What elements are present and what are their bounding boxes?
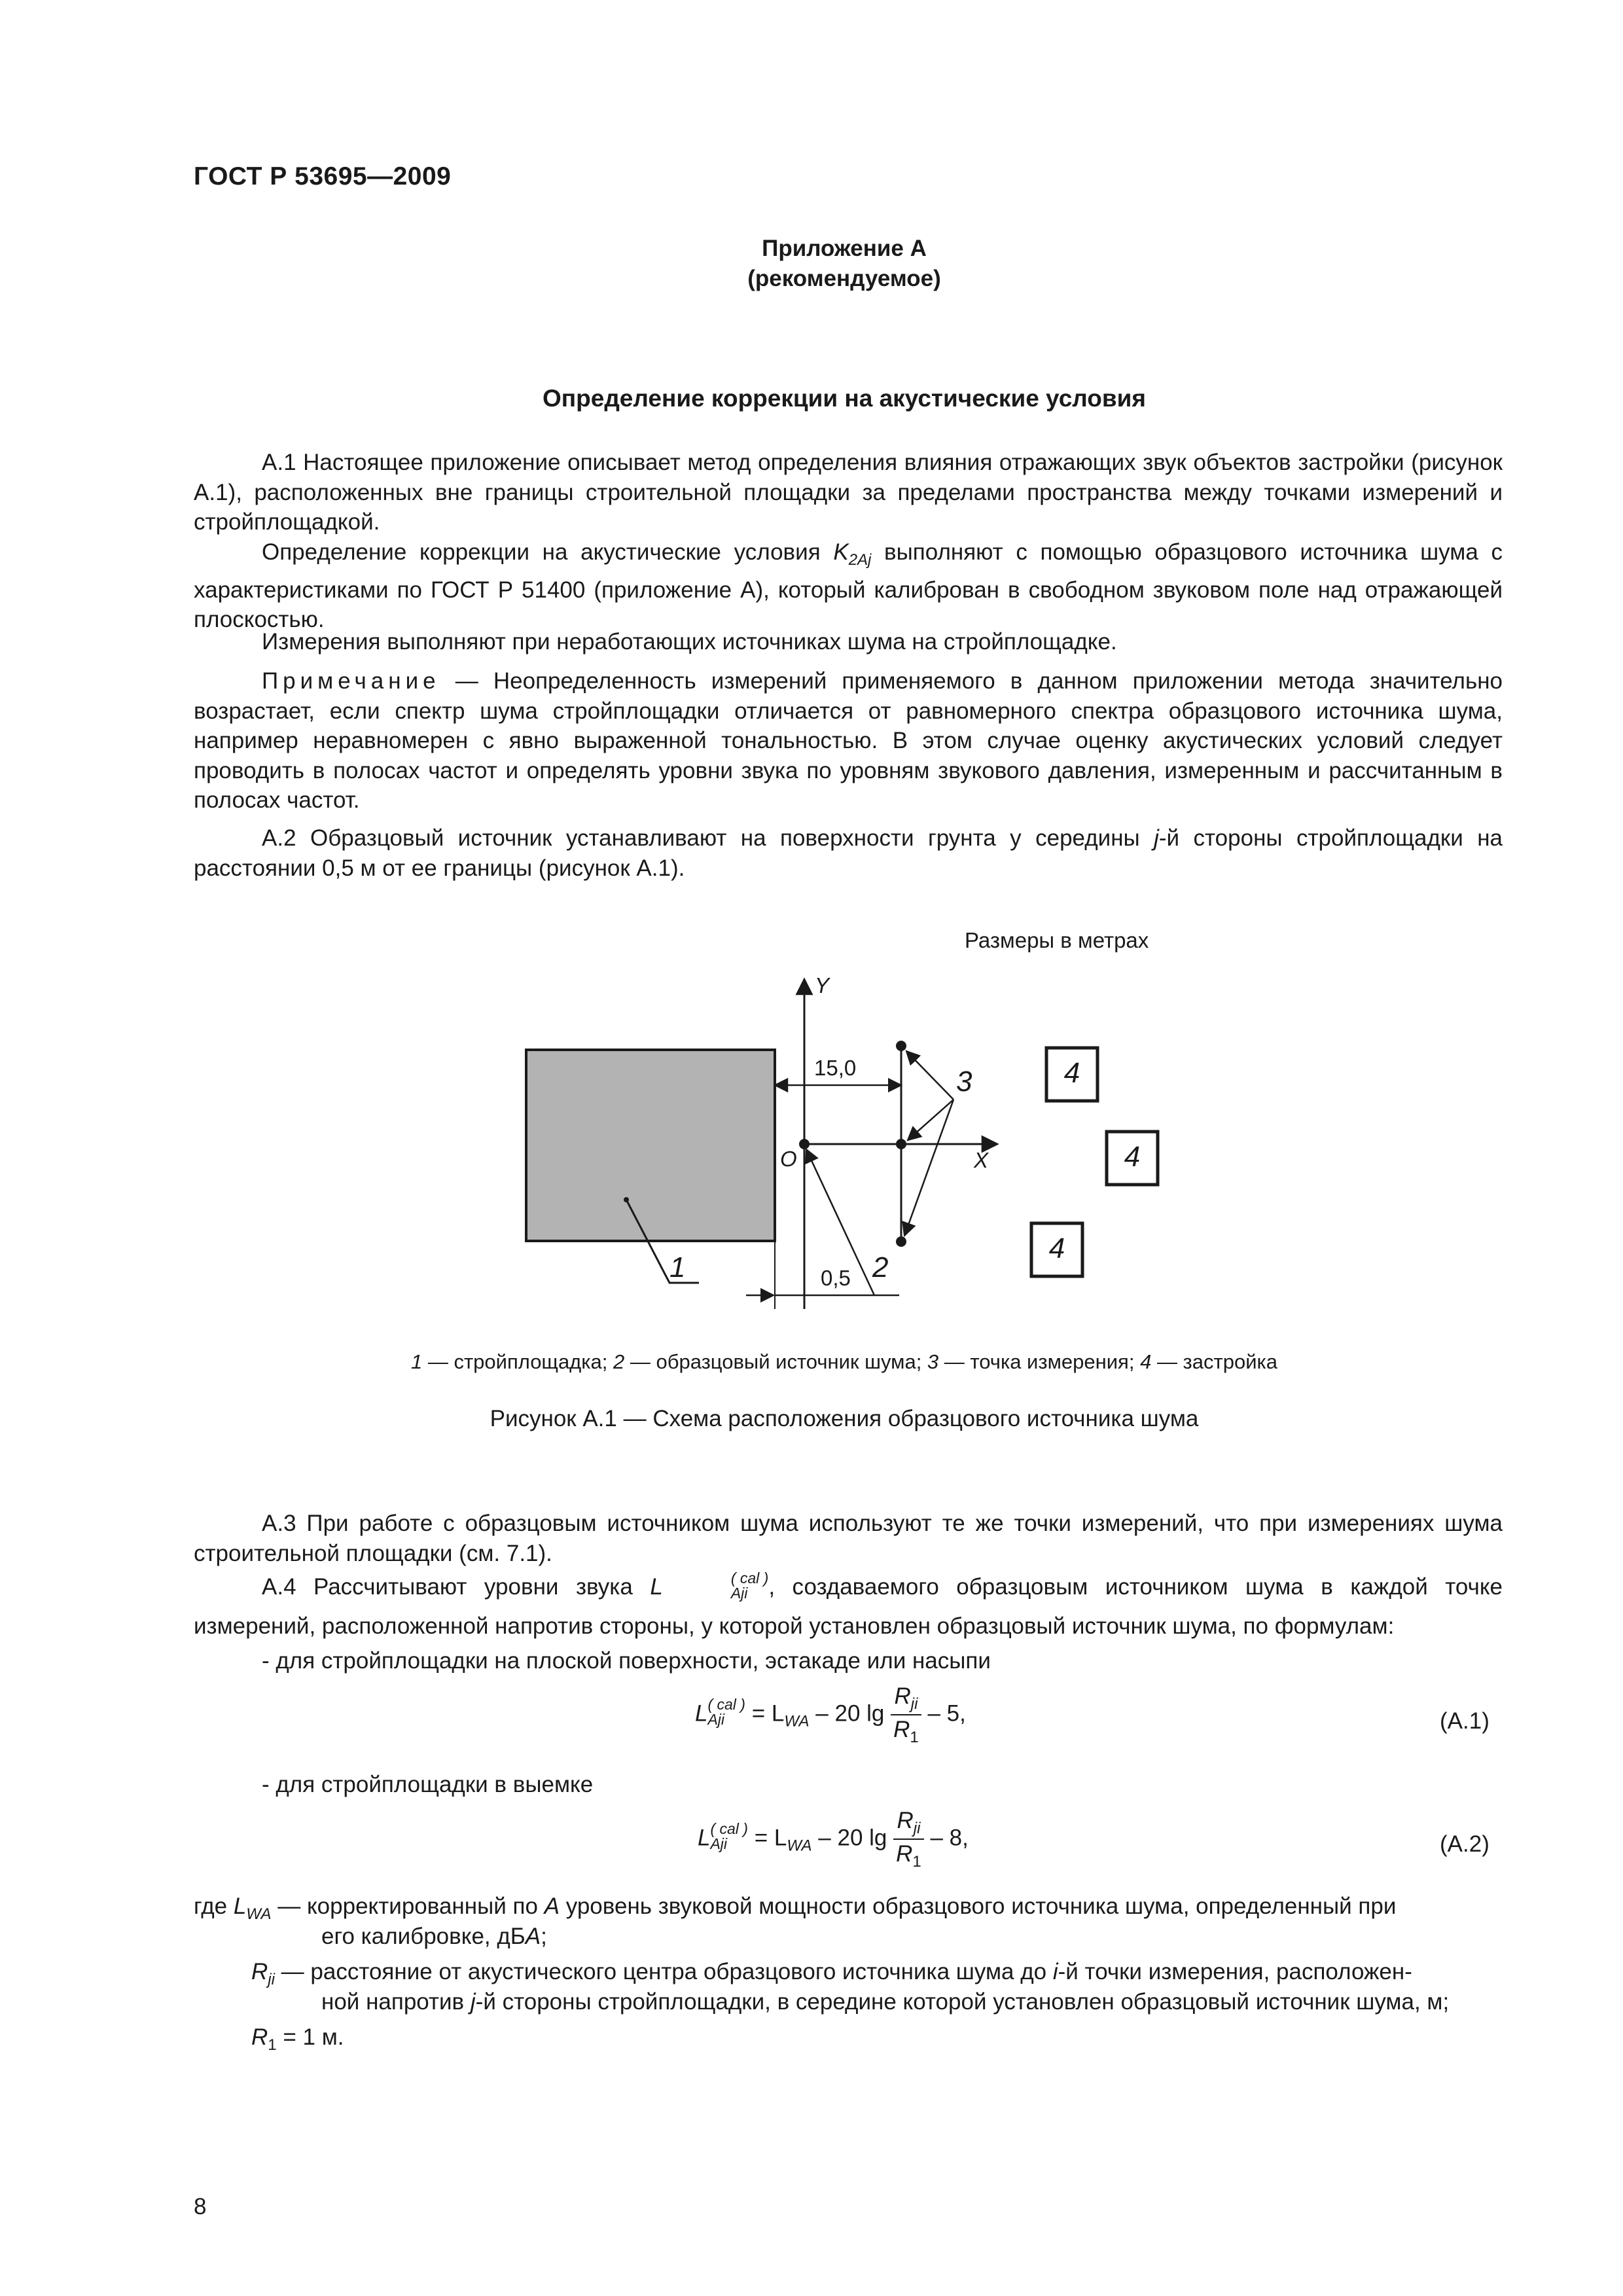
construction-site-rect — [526, 1050, 775, 1241]
equation-number-a2: (А.2) — [1440, 1831, 1489, 1857]
section-title: Определение коррекции на акустические условия — [543, 385, 1146, 412]
appendix-status: (рекомендуемое) — [747, 266, 941, 291]
building-label-3: 4 — [1048, 1232, 1065, 1265]
definition-r1: $R_1 = 1$ м. — [251, 2024, 344, 2054]
callout-1: 1 — [669, 1251, 686, 1283]
note-paragraph: Примечание — Неопределенность измерений применяемого в данном приложении метода значительно возрастает, если спектр шума стройплощадки отличается от равномерного спектра образцового источника шума, например неравномерен с явно выраженной тональностью. В этом случае оценку акустических условий следует проводить в полосах частот и определять уровни звука по уровням звукового давления, измеренным и рассчитанным в полосах частот. — [194, 668, 1503, 813]
definition-rji: $R_{ji}$ — расстояние от акустического центра образцового источника шума до i-й точки измерения, расположен- — [251, 1959, 1412, 1988]
list-item-excavation: - для стройплощадки в выемке — [262, 1772, 594, 1797]
paragraph-a4: А.4 Рассчитывают уровни звука L ( cal ) Aji , создаваемого образцовым источником шума в каждой точке измерений, расположенной напротив стороны, у которой установлен образцовый источник шума, по формулам: — [194, 1570, 1503, 1639]
paragraph-a3: А.3 При работе с образцовым источником шума используют те же точки измерений, что при измерениях шума строительной площадки (см. 7.1). — [194, 1511, 1503, 1566]
callout-2: 2 — [872, 1251, 889, 1283]
leader-3-bottom — [904, 1100, 954, 1236]
paragraph-a1: А.1 Настоящее приложение описывает метод определения влияния отражающих звук объектов застройки (рисунок А.1), расположенных вне границы строительной площадки за пределами пространства между точками измерений и стройплощадкой. — [194, 450, 1503, 535]
figure-caption: Рисунок А.1 — Схема расположения образцового источника шума — [490, 1406, 1199, 1431]
list-item-flat-surface: - для стройплощадки на плоской поверхности, эстакаде или насыпи — [262, 1648, 991, 1674]
appendix-label: Приложение А — [762, 236, 927, 261]
definition-lwa: где $L_{WA}$ — корректированный по А уровень звуковой мощности образцового источника шума, определенный при — [194, 1893, 1397, 1923]
page-number: 8 — [194, 2194, 207, 2219]
document-code-header: ГОСТ Р 53695—2009 — [194, 162, 452, 190]
callout-3: 3 — [956, 1066, 972, 1098]
noise-source-point — [799, 1139, 810, 1149]
dimension-15-label: 15,0 — [814, 1056, 857, 1080]
axis-x-label: X — [974, 1148, 989, 1172]
fraction-rji-r1: $\frac{R_{ji}}{R_1}$ — [891, 1682, 921, 1748]
leader-3-top — [906, 1051, 954, 1100]
units-note: Размеры в метрах — [965, 928, 1149, 952]
paragraph-measurements: Измерения выполняют при неработающих источниках шума на стройплощадке. — [262, 629, 1117, 655]
definition-lwa-cont: его калибровке, дБА; — [321, 1924, 547, 1949]
equation-a2: L ( cal ) Aji = $L_{WA} - 20$ lg $\frac{R_{ji}}{R_1}$ – 8, — [698, 1808, 969, 1871]
fraction-rji-r1: $\frac{R_{ji}}{R_1}$ — [893, 1806, 924, 1872]
origin-label: O — [780, 1147, 797, 1171]
building-label-1: 4 — [1063, 1057, 1080, 1089]
note-label: Примечание — [262, 668, 440, 694]
figure-legend: 1 — стройплощадка; 2 — образцовый источник шума; 3 — точка измерения; 4 — застройка — [411, 1350, 1277, 1373]
measurement-point-mid — [896, 1139, 906, 1149]
definition-rji-cont: ной напротив j-й стороны стройплощадки, в середине которой установлен образцовый источник шума, м; — [321, 1989, 1450, 2015]
measurement-point-top — [896, 1041, 906, 1051]
dimension-05-label: 0,5 — [821, 1266, 851, 1290]
building-label-2: 4 — [1124, 1141, 1141, 1173]
equation-a1: L ( cal ) Aji = $L_{WA} - 20$ lg $\frac{R_{ji}}{R_1}$ – 5, — [695, 1683, 966, 1746]
measurement-point-bottom — [896, 1236, 906, 1247]
axis-y-label: Y — [815, 973, 830, 997]
paragraph-a2: А.2 Образцовый источник устанавливают на поверхности грунта у середины j-й стороны стройплощадки на расстоянии 0,5 м от ее границы (рисунок А.1). — [194, 825, 1503, 881]
paragraph-k2aj: Определение коррекции на акустические условия $K_{2Aj}$ выполняют с помощью образцового источника шума с характеристиками по ГОСТ Р 51400 (приложение А), который калиброван в свободном звуковом поле над отражающей плоскостью. — [194, 539, 1503, 632]
equation-number-a1: (А.1) — [1440, 1708, 1489, 1734]
